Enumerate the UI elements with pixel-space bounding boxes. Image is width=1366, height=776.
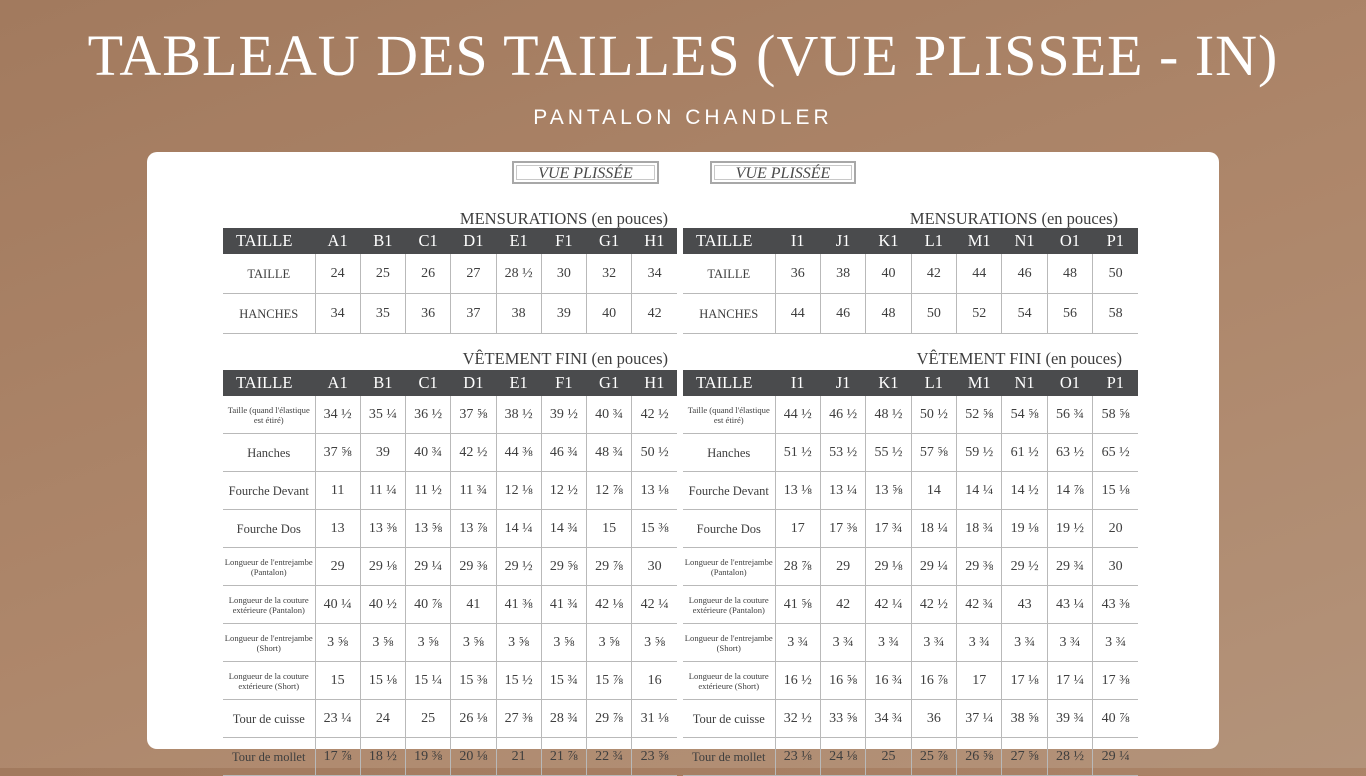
table-cell: 15 ⅛ bbox=[1093, 472, 1138, 510]
row-label: Hanches bbox=[683, 434, 775, 472]
table-cell: 15 bbox=[315, 662, 360, 700]
size-header: H1 bbox=[632, 370, 677, 396]
table-cell: 42 bbox=[911, 254, 956, 294]
table-cell: 18 ¾ bbox=[957, 510, 1002, 548]
table-cell: 26 ⅝ bbox=[957, 738, 1002, 776]
table-cell: 13 bbox=[315, 510, 360, 548]
table-cell: 39 ½ bbox=[541, 396, 586, 434]
row-label: Hanches bbox=[223, 434, 315, 472]
table-cell: 34 bbox=[632, 254, 677, 294]
table-cell: 46 bbox=[820, 294, 865, 334]
finished-table-right bbox=[683, 370, 1138, 776]
finished-table-left bbox=[223, 370, 677, 776]
table-cell: 42 ½ bbox=[911, 586, 956, 624]
table-cell: 29 ¼ bbox=[911, 548, 956, 586]
header-row bbox=[683, 370, 1138, 396]
size-header: B1 bbox=[360, 370, 405, 396]
table-cell: 29 bbox=[315, 548, 360, 586]
table-cell: 26 bbox=[406, 254, 451, 294]
size-header: K1 bbox=[866, 370, 911, 396]
table-cell: 3 ⅝ bbox=[360, 624, 405, 662]
size-header: I1 bbox=[775, 370, 820, 396]
table-cell: 40 ⅞ bbox=[406, 586, 451, 624]
table-cell: 16 ⅝ bbox=[820, 662, 865, 700]
header-size-label: TAILLE bbox=[223, 370, 315, 396]
size-header: L1 bbox=[911, 228, 956, 254]
table-cell: 28 ½ bbox=[496, 254, 541, 294]
table-cell: 29 ⅛ bbox=[866, 548, 911, 586]
size-header: J1 bbox=[820, 370, 865, 396]
table-cell: 33 ⅝ bbox=[820, 700, 865, 738]
table-cell: 50 bbox=[1093, 254, 1138, 294]
table-cell: 3 ¾ bbox=[911, 624, 956, 662]
header-row bbox=[683, 228, 1138, 254]
table-cell: 28 ¾ bbox=[541, 700, 586, 738]
size-header: M1 bbox=[957, 370, 1002, 396]
size-header: L1 bbox=[911, 370, 956, 396]
table-cell: 52 bbox=[957, 294, 1002, 334]
table-cell: 32 ½ bbox=[775, 700, 820, 738]
table-cell: 27 ⅜ bbox=[496, 700, 541, 738]
table-cell: 15 ⅜ bbox=[451, 662, 496, 700]
table-cell: 37 ⅝ bbox=[315, 434, 360, 472]
table-cell: 25 bbox=[360, 254, 405, 294]
table-cell: 37 ¼ bbox=[957, 700, 1002, 738]
table-cell: 34 ¾ bbox=[866, 700, 911, 738]
table-cell: 29 ⅜ bbox=[957, 548, 1002, 586]
table-cell: 3 ¾ bbox=[1002, 624, 1047, 662]
size-header: C1 bbox=[406, 228, 451, 254]
table-cell: 63 ½ bbox=[1047, 434, 1092, 472]
size-header: G1 bbox=[587, 370, 632, 396]
table-cell: 25 ⅞ bbox=[911, 738, 956, 776]
table-cell: 3 ⅝ bbox=[541, 624, 586, 662]
page-subtitle: PANTALON CHANDLER bbox=[533, 106, 833, 129]
measurements-table-right bbox=[683, 228, 1138, 334]
table-cell: 42 bbox=[632, 294, 677, 334]
table-cell: 29 ¼ bbox=[1093, 738, 1138, 776]
table-cell: 42 ½ bbox=[451, 434, 496, 472]
table-cell: 16 ⅞ bbox=[911, 662, 956, 700]
table-cell: 22 ¾ bbox=[587, 738, 632, 776]
table-cell: 13 ⅝ bbox=[866, 472, 911, 510]
table-cell: 17 ⅛ bbox=[1002, 662, 1047, 700]
table-cell: 44 bbox=[957, 254, 1002, 294]
table-cell: 40 bbox=[587, 294, 632, 334]
table-cell: 50 ½ bbox=[632, 434, 677, 472]
table-cell: 21 bbox=[496, 738, 541, 776]
table-cell: 41 ⅜ bbox=[496, 586, 541, 624]
table-cell: 51 ½ bbox=[775, 434, 820, 472]
size-header: G1 bbox=[587, 228, 632, 254]
table-cell: 16 bbox=[632, 662, 677, 700]
table-cell: 11 bbox=[315, 472, 360, 510]
table-cell: 29 ½ bbox=[496, 548, 541, 586]
table-cell: 17 ¾ bbox=[866, 510, 911, 548]
table-cell: 36 bbox=[775, 254, 820, 294]
table-cell: 29 ⅝ bbox=[541, 548, 586, 586]
table-cell: 3 ⅝ bbox=[587, 624, 632, 662]
table-cell: 29 ⅜ bbox=[451, 548, 496, 586]
table-cell: 19 ½ bbox=[1047, 510, 1092, 548]
table-cell: 52 ⅝ bbox=[957, 396, 1002, 434]
table-cell: 46 ¾ bbox=[541, 434, 586, 472]
table-row bbox=[683, 396, 1138, 434]
table-cell: 25 bbox=[406, 700, 451, 738]
table-cell: 42 ¼ bbox=[866, 586, 911, 624]
table-cell: 44 ½ bbox=[775, 396, 820, 434]
table-cell: 42 ⅛ bbox=[587, 586, 632, 624]
table-cell: 16 ¾ bbox=[866, 662, 911, 700]
size-header: O1 bbox=[1047, 228, 1092, 254]
table-cell: 61 ½ bbox=[1002, 434, 1047, 472]
table-cell: 12 ⅞ bbox=[587, 472, 632, 510]
table-cell: 24 bbox=[360, 700, 405, 738]
size-header: C1 bbox=[406, 370, 451, 396]
table-cell: 39 bbox=[541, 294, 586, 334]
table-row bbox=[223, 396, 677, 434]
table-cell: 38 bbox=[496, 294, 541, 334]
table-cell: 15 ¼ bbox=[406, 662, 451, 700]
row-label: Longueur de la couture extérieure (Pantalon) bbox=[223, 586, 315, 624]
table-cell: 13 ⅛ bbox=[632, 472, 677, 510]
row-label: Longueur de l'entrejambe (Pantalon) bbox=[683, 548, 775, 586]
size-header: D1 bbox=[451, 228, 496, 254]
table-cell: 12 ½ bbox=[541, 472, 586, 510]
table-cell: 40 bbox=[866, 254, 911, 294]
row-label: Tour de cuisse bbox=[223, 700, 315, 738]
table-cell: 40 ⅞ bbox=[1093, 700, 1138, 738]
table-row bbox=[223, 700, 677, 738]
table-row bbox=[223, 662, 677, 700]
row-label: Tour de cuisse bbox=[683, 700, 775, 738]
table-row bbox=[683, 738, 1138, 776]
table-row bbox=[683, 294, 1138, 334]
table-cell: 30 bbox=[632, 548, 677, 586]
table-cell: 38 ⅝ bbox=[1002, 700, 1047, 738]
table-cell: 42 ¾ bbox=[957, 586, 1002, 624]
row-label: Fourche Dos bbox=[223, 510, 315, 548]
table-row bbox=[683, 700, 1138, 738]
table-cell: 3 ¾ bbox=[957, 624, 1002, 662]
size-header: N1 bbox=[1002, 370, 1047, 396]
size-header: F1 bbox=[541, 370, 586, 396]
size-header: H1 bbox=[632, 228, 677, 254]
table-cell: 29 ⅛ bbox=[360, 548, 405, 586]
table-cell: 41 ¾ bbox=[541, 586, 586, 624]
table-cell: 19 ⅜ bbox=[406, 738, 451, 776]
size-header: D1 bbox=[451, 370, 496, 396]
finished-title-right: VÊTEMENT FINI (en pouces) bbox=[916, 349, 1122, 368]
table-cell: 48 bbox=[1047, 254, 1092, 294]
table-row bbox=[223, 548, 677, 586]
size-chart-card bbox=[147, 152, 1219, 764]
table-cell: 27 ⅝ bbox=[1002, 738, 1047, 776]
row-label: TAILLE bbox=[683, 254, 775, 294]
header-size-label: TAILLE bbox=[223, 228, 315, 254]
table-cell: 3 ⅝ bbox=[451, 624, 496, 662]
table-cell: 14 bbox=[911, 472, 956, 510]
table-cell: 17 bbox=[957, 662, 1002, 700]
table-cell: 29 ⅞ bbox=[587, 700, 632, 738]
table-row bbox=[683, 662, 1138, 700]
table-cell: 53 ½ bbox=[820, 434, 865, 472]
table-cell: 23 ⅛ bbox=[775, 738, 820, 776]
table-cell: 3 ⅝ bbox=[315, 624, 360, 662]
table-cell: 11 ¼ bbox=[360, 472, 405, 510]
size-header: A1 bbox=[315, 228, 360, 254]
measurements-title-left: MENSURATIONS (en pouces) bbox=[459, 209, 668, 228]
table-cell: 18 ½ bbox=[360, 738, 405, 776]
table-cell: 38 ½ bbox=[496, 396, 541, 434]
table-cell: 29 ¼ bbox=[406, 548, 451, 586]
table-cell: 30 bbox=[1093, 548, 1138, 586]
table-row bbox=[683, 624, 1138, 662]
table-cell: 27 bbox=[451, 254, 496, 294]
table-cell: 15 ¾ bbox=[541, 662, 586, 700]
size-header: O1 bbox=[1047, 370, 1092, 396]
table-cell: 54 bbox=[1002, 294, 1047, 334]
table-row bbox=[683, 548, 1138, 586]
header-row bbox=[223, 228, 677, 254]
table-cell: 48 bbox=[866, 294, 911, 334]
table-cell: 31 ⅛ bbox=[632, 700, 677, 738]
table-cell: 42 ¼ bbox=[632, 586, 677, 624]
table-cell: 43 ¼ bbox=[1047, 586, 1092, 624]
table-cell: 58 ⅝ bbox=[1093, 396, 1138, 434]
table-cell: 32 bbox=[587, 254, 632, 294]
size-header: I1 bbox=[775, 228, 820, 254]
table-cell: 17 ⅜ bbox=[820, 510, 865, 548]
table-cell: 26 ⅛ bbox=[451, 700, 496, 738]
table-cell: 3 ¾ bbox=[1047, 624, 1092, 662]
table-cell: 14 ¾ bbox=[541, 510, 586, 548]
table-row bbox=[683, 434, 1138, 472]
size-header: K1 bbox=[866, 228, 911, 254]
table-cell: 40 ½ bbox=[360, 586, 405, 624]
table-row bbox=[683, 510, 1138, 548]
table-cell: 57 ⅝ bbox=[911, 434, 956, 472]
table-cell: 3 ⅝ bbox=[406, 624, 451, 662]
table-cell: 36 bbox=[406, 294, 451, 334]
header-row bbox=[223, 370, 677, 396]
row-label: HANCHES bbox=[223, 294, 315, 334]
table-cell: 65 ½ bbox=[1093, 434, 1138, 472]
table-cell: 13 ¼ bbox=[820, 472, 865, 510]
table-cell: 50 ½ bbox=[911, 396, 956, 434]
row-label: Longueur de la couture extérieure (Short) bbox=[223, 662, 315, 700]
table-cell: 11 ½ bbox=[406, 472, 451, 510]
table-cell: 36 ½ bbox=[406, 396, 451, 434]
table-cell: 25 bbox=[866, 738, 911, 776]
table-cell: 37 ⅝ bbox=[451, 396, 496, 434]
size-header: E1 bbox=[496, 370, 541, 396]
table-cell: 46 bbox=[1002, 254, 1047, 294]
row-label: Longueur de l'entrejambe (Pantalon) bbox=[223, 548, 315, 586]
table-row bbox=[223, 434, 677, 472]
table-cell: 44 bbox=[775, 294, 820, 334]
finished-title-left: VÊTEMENT FINI (en pouces) bbox=[462, 349, 668, 368]
table-cell: 29 ½ bbox=[1002, 548, 1047, 586]
table-cell: 42 ½ bbox=[632, 396, 677, 434]
table-cell: 50 bbox=[911, 294, 956, 334]
row-label: Tour de mollet bbox=[223, 738, 315, 776]
size-header: F1 bbox=[541, 228, 586, 254]
table-cell: 13 ⅝ bbox=[406, 510, 451, 548]
table-cell: 37 bbox=[451, 294, 496, 334]
table-cell: 15 ⅛ bbox=[360, 662, 405, 700]
table-cell: 3 ⅝ bbox=[496, 624, 541, 662]
table-cell: 13 ⅞ bbox=[451, 510, 496, 548]
table-cell: 3 ¾ bbox=[820, 624, 865, 662]
table-row bbox=[223, 254, 677, 294]
table-cell: 16 ½ bbox=[775, 662, 820, 700]
table-cell: 17 ¼ bbox=[1047, 662, 1092, 700]
table-cell: 58 bbox=[1093, 294, 1138, 334]
table-cell: 38 bbox=[820, 254, 865, 294]
table-row bbox=[683, 586, 1138, 624]
table-cell: 41 bbox=[451, 586, 496, 624]
size-header: M1 bbox=[957, 228, 1002, 254]
table-row bbox=[683, 254, 1138, 294]
table-cell: 29 ⅞ bbox=[587, 548, 632, 586]
table-cell: 17 ⅜ bbox=[1093, 662, 1138, 700]
table-row bbox=[223, 624, 677, 662]
table-cell: 48 ½ bbox=[866, 396, 911, 434]
table-cell: 23 ¼ bbox=[315, 700, 360, 738]
measurements-table-left bbox=[223, 228, 677, 334]
table-row bbox=[223, 586, 677, 624]
table-cell: 20 bbox=[1093, 510, 1138, 548]
size-header: E1 bbox=[496, 228, 541, 254]
table-cell: 40 ¼ bbox=[315, 586, 360, 624]
table-cell: 54 ⅝ bbox=[1002, 396, 1047, 434]
table-cell: 14 ¼ bbox=[496, 510, 541, 548]
table-cell: 24 bbox=[315, 254, 360, 294]
table-cell: 3 ¾ bbox=[866, 624, 911, 662]
table-cell: 13 ⅛ bbox=[775, 472, 820, 510]
row-label: Longueur de l'entrejambe (Short) bbox=[223, 624, 315, 662]
table-row bbox=[223, 738, 677, 776]
row-label: Taille (quand l'élastique est étiré) bbox=[223, 396, 315, 434]
table-cell: 29 ¾ bbox=[1047, 548, 1092, 586]
table-cell: 23 ⅝ bbox=[632, 738, 677, 776]
table-cell: 15 bbox=[587, 510, 632, 548]
row-label: Tour de mollet bbox=[683, 738, 775, 776]
table-cell: 46 ½ bbox=[820, 396, 865, 434]
table-row bbox=[683, 472, 1138, 510]
table-cell: 11 ¾ bbox=[451, 472, 496, 510]
row-label: Fourche Devant bbox=[683, 472, 775, 510]
table-cell: 3 ⅝ bbox=[632, 624, 677, 662]
table-cell: 44 ⅜ bbox=[496, 434, 541, 472]
row-label: TAILLE bbox=[223, 254, 315, 294]
measurements-title-right: MENSURATIONS (en pouces) bbox=[909, 209, 1118, 228]
table-cell: 20 ⅛ bbox=[451, 738, 496, 776]
row-label: Fourche Devant bbox=[223, 472, 315, 510]
size-header: N1 bbox=[1002, 228, 1047, 254]
size-header: A1 bbox=[315, 370, 360, 396]
size-header: P1 bbox=[1093, 228, 1138, 254]
table-cell: 43 ⅜ bbox=[1093, 586, 1138, 624]
row-label: Fourche Dos bbox=[683, 510, 775, 548]
table-cell: 48 ¾ bbox=[587, 434, 632, 472]
row-label: Longueur de la couture extérieure (Pantalon) bbox=[683, 586, 775, 624]
table-cell: 35 ¼ bbox=[360, 396, 405, 434]
table-cell: 41 ⅝ bbox=[775, 586, 820, 624]
table-cell: 34 bbox=[315, 294, 360, 334]
row-label: HANCHES bbox=[683, 294, 775, 334]
table-cell: 34 ½ bbox=[315, 396, 360, 434]
table-row bbox=[223, 510, 677, 548]
table-cell: 56 bbox=[1047, 294, 1092, 334]
table-cell: 17 bbox=[775, 510, 820, 548]
table-cell: 14 ¼ bbox=[957, 472, 1002, 510]
table-row bbox=[223, 294, 677, 334]
table-cell: 40 ¾ bbox=[406, 434, 451, 472]
vue-label-left: VUE PLISSÉE bbox=[512, 161, 659, 184]
table-cell: 28 ⅞ bbox=[775, 548, 820, 586]
table-cell: 18 ¼ bbox=[911, 510, 956, 548]
table-cell: 39 ¾ bbox=[1047, 700, 1092, 738]
table-cell: 36 bbox=[911, 700, 956, 738]
table-cell: 17 ⅞ bbox=[315, 738, 360, 776]
header-size-label: TAILLE bbox=[683, 370, 775, 396]
table-cell: 12 ⅛ bbox=[496, 472, 541, 510]
size-header: J1 bbox=[820, 228, 865, 254]
row-label: Longueur de la couture extérieure (Short) bbox=[683, 662, 775, 700]
size-header: B1 bbox=[360, 228, 405, 254]
table-cell: 21 ⅞ bbox=[541, 738, 586, 776]
table-row bbox=[223, 472, 677, 510]
table-cell: 42 bbox=[820, 586, 865, 624]
header-size-label: TAILLE bbox=[683, 228, 775, 254]
row-label: Taille (quand l'élastique est étiré) bbox=[683, 396, 775, 434]
table-cell: 14 ⅞ bbox=[1047, 472, 1092, 510]
table-cell: 39 bbox=[360, 434, 405, 472]
table-cell: 19 ⅛ bbox=[1002, 510, 1047, 548]
table-cell: 29 bbox=[820, 548, 865, 586]
table-cell: 35 bbox=[360, 294, 405, 334]
table-cell: 43 bbox=[1002, 586, 1047, 624]
table-cell: 3 ¾ bbox=[1093, 624, 1138, 662]
table-cell: 14 ½ bbox=[1002, 472, 1047, 510]
vue-label-right: VUE PLISSÉE bbox=[710, 161, 856, 184]
page-title: TABLEAU DES TAILLES (VUE PLISSEE - IN) bbox=[87, 23, 1279, 88]
row-label: Longueur de l'entrejambe (Short) bbox=[683, 624, 775, 662]
table-cell: 3 ¾ bbox=[775, 624, 820, 662]
table-cell: 24 ⅛ bbox=[820, 738, 865, 776]
table-cell: 40 ¾ bbox=[587, 396, 632, 434]
table-cell: 28 ½ bbox=[1047, 738, 1092, 776]
table-cell: 30 bbox=[541, 254, 586, 294]
table-cell: 15 ⅞ bbox=[587, 662, 632, 700]
size-header: P1 bbox=[1093, 370, 1138, 396]
table-cell: 59 ½ bbox=[957, 434, 1002, 472]
table-cell: 56 ¾ bbox=[1047, 396, 1092, 434]
table-cell: 15 ½ bbox=[496, 662, 541, 700]
table-cell: 55 ½ bbox=[866, 434, 911, 472]
table-cell: 13 ⅜ bbox=[360, 510, 405, 548]
table-cell: 15 ⅜ bbox=[632, 510, 677, 548]
